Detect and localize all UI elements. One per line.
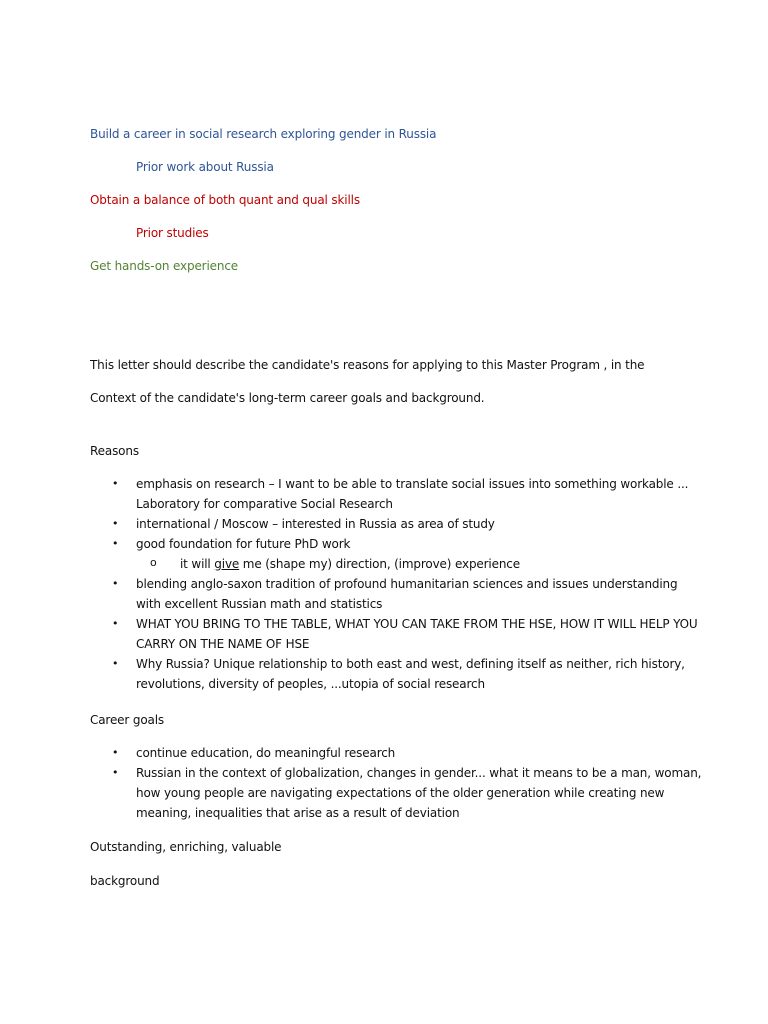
bullet-icon: • [112,477,119,490]
closing-line-2: background [90,874,160,888]
goal-hands-on: Get hands-on experience [90,259,239,273]
list-item [90,654,698,694]
list-item [90,743,701,763]
list-item [90,514,698,534]
list-item-text: Why Russia? Unique relationship to both east and west, defining itself as neither, rich history, [136,657,685,671]
reasons-list [90,474,698,694]
list-item-text: emphasis on research – I want to be able to translate social issues into something workable ... [136,477,689,491]
list-item [90,534,698,574]
career-list [90,743,701,823]
list-item [90,614,698,654]
list-item-text: CARRY ON THE NAME OF HSE [136,637,310,651]
list-item-text: continue education, do meaningful research [136,746,396,760]
career-heading: Career goals [90,713,165,727]
list-item-text: Laboratory for comparative Social Research [136,497,393,511]
bullet-icon: • [112,537,119,550]
sub-item-text-before: it will [180,557,215,571]
sub-item-text-underlined: give [214,557,240,571]
intro-line-1: This letter should describe the candidate's reasons for applying to this Master Program , in the [90,358,645,372]
list-item-text: blending anglo-saxon tradition of profound humanitarian sciences and issues understanding [136,577,678,591]
bullet-icon: • [112,517,119,530]
intro-line-2: Context of the candidate's long-term career goals and background. [90,391,485,405]
closing-line-1: Outstanding, enriching, valuable [90,840,282,854]
sub-item-text-after: me (shape my) direction, (improve) experience [239,557,520,571]
list-item-text: good foundation for future PhD work [136,537,351,551]
goal-prior-work: Prior work about Russia [136,160,274,174]
sub-list-item [136,554,698,574]
list-item-text: meaning, inequalities that arise as a result of deviation [136,806,460,820]
sub-bullet-icon: o [150,556,157,569]
list-item-text: with excellent Russian math and statistics [136,597,383,611]
list-item-text: Russian in the context of globalization, changes in gender... what it means to be a man, woman, [136,766,702,780]
list-item-text: WHAT YOU BRING TO THE TABLE, WHAT YOU CAN TAKE FROM THE HSE, HOW IT WILL HELP YOU [136,617,698,631]
list-item [90,574,698,614]
list-item-text: how young people are navigating expectations of the older generation while creating new [136,786,665,800]
list-item-text: revolutions, diversity of peoples, ...utopia of social research [136,677,485,691]
bullet-icon: • [112,766,119,779]
list-item [90,474,698,514]
list-item-text: international / Moscow – interested in Russia as area of study [136,517,495,531]
goal-balance-skills: Obtain a balance of both quant and qual skills [90,193,360,207]
reasons-heading: Reasons [90,444,139,458]
bullet-icon: • [112,657,119,670]
bullet-icon: • [112,577,119,590]
bullet-icon: • [112,617,119,630]
list-item [90,763,701,823]
goal-career-research: Build a career in social research exploring gender in Russia [90,127,437,141]
goal-prior-studies: Prior studies [136,226,209,240]
bullet-icon: • [112,746,119,759]
